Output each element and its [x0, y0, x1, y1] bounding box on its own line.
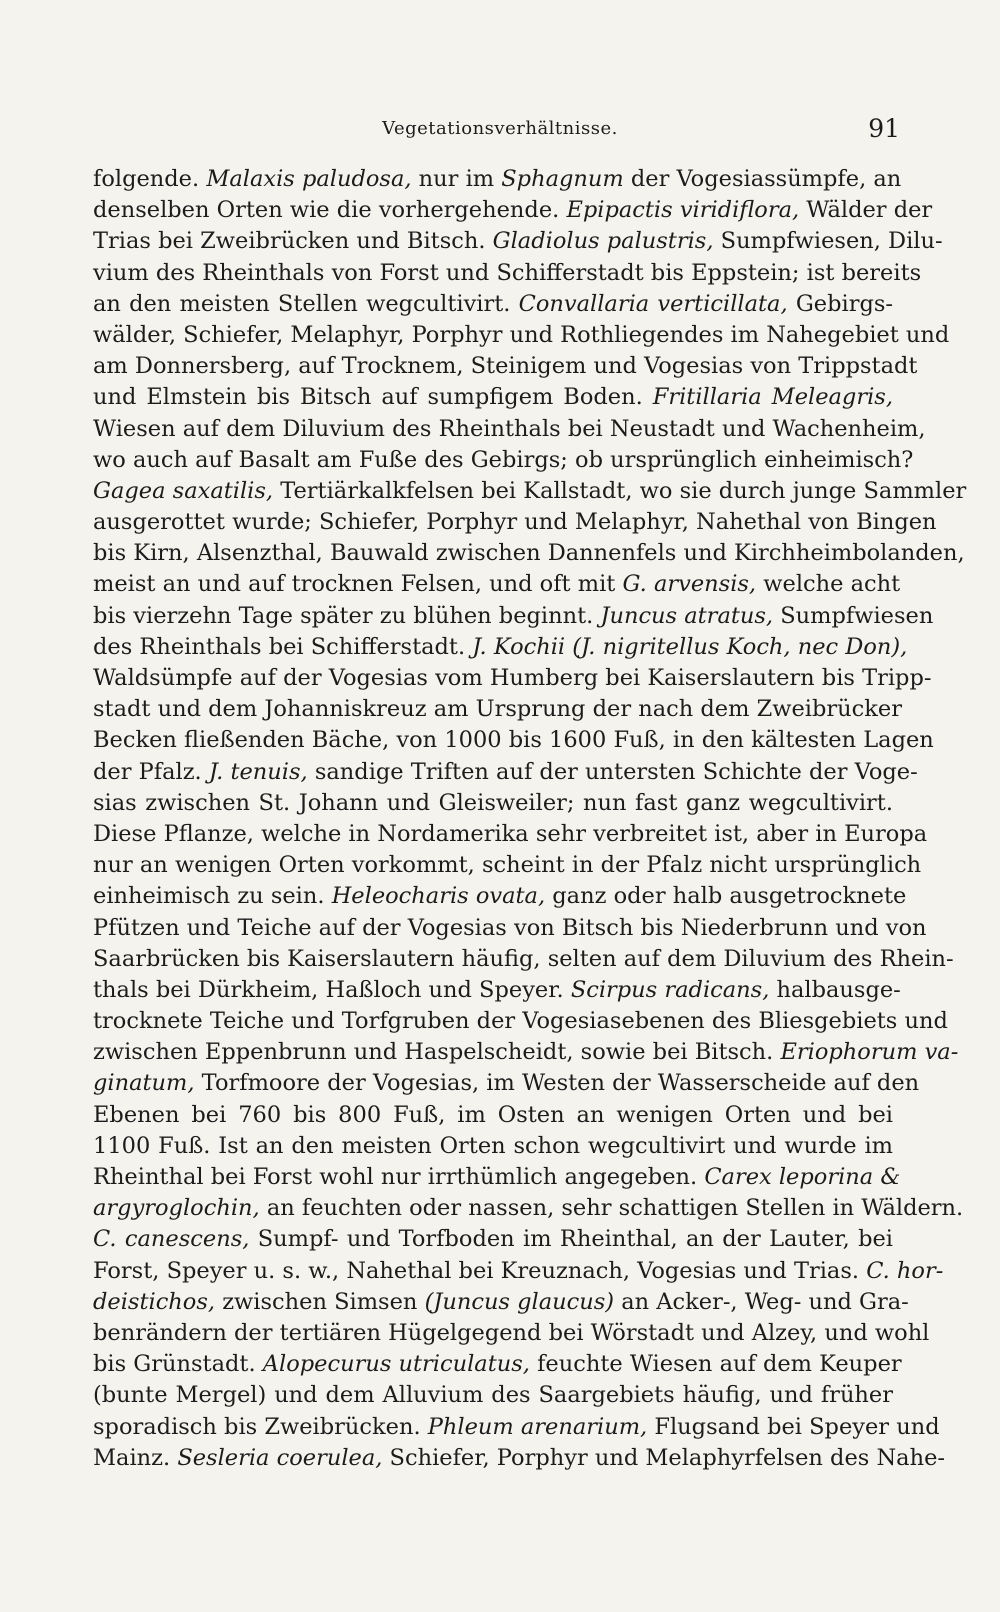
text-segment: Sumpf- und Torfboden im Rheinthal, an der Lauter, bei: [249, 1226, 893, 1253]
text-segment: zwischen Eppenbrunn und Haspelscheidt, sowie bei Bitsch.: [93, 1039, 781, 1066]
species-name: Sesleria coerulea,: [177, 1444, 383, 1471]
text-segment: benrändern der tertiären Hügelgegend bei Wörstadt und Alzey, und wohl: [93, 1319, 930, 1346]
text-line: [93, 975, 901, 1006]
species-name: Sphagnum: [501, 166, 624, 192]
text-line: [93, 1006, 948, 1037]
text-segment: Flugsand bei Speyer und: [647, 1413, 940, 1440]
species-name: G. arvensis,: [622, 571, 757, 598]
species-name: C. hor-: [866, 1257, 944, 1284]
text-line: [93, 1224, 893, 1255]
text-segment: Saarbrücken bis Kaiserslautern häufig, selten auf dem Diluvium des Rhein-: [93, 945, 954, 972]
species-name: Epipactis viridiflora,: [566, 197, 800, 224]
species-name: Phleum arenarium,: [427, 1413, 648, 1440]
text-line: [93, 414, 926, 445]
text-segment: trocknete Teiche und Torfgruben der Vogesiasebenen des Bliesgebiets und: [93, 1008, 948, 1035]
text-line: [93, 601, 934, 632]
text-segment: Sumpfwiesen: [773, 602, 934, 629]
species-name: C. canescens,: [93, 1226, 250, 1253]
running-head: Vegetationsverhältnisse.: [382, 118, 618, 139]
text-segment: sandige Triften auf der untersten Schichte der Voge-: [307, 758, 918, 785]
species-name: Fritillaria Meleagris,: [652, 384, 893, 411]
text-segment: vium des Rheinthals von Forst und Schifferstadt bis Eppstein; ist bereits: [93, 259, 922, 286]
species-name: (Juncus glaucus): [424, 1288, 615, 1315]
text-line: [93, 1380, 893, 1411]
species-name: Gagea saxatilis,: [93, 477, 274, 504]
text-segment: stadt und dem Johanniskreuz am Ursprung der nach dem Zweibrücker: [93, 696, 902, 723]
text-line: [93, 569, 901, 600]
species-name: J. Kochii (J. nigritellus Koch, nec Don),: [472, 633, 908, 660]
text-line: [93, 1256, 944, 1287]
text-segment: ausgerottet wurde; Schiefer, Porphyr und Melaphyr, Nahethal von Bingen: [93, 509, 937, 536]
text-line: [93, 1131, 893, 1162]
text-segment: wälder, Schiefer, Melaphyr, Porphyr und Rothliegendes im Nahegebiet und: [93, 321, 950, 348]
text-segment: thals bei Dürkheim, Haßloch und Speyer.: [93, 976, 571, 1003]
text-line: [93, 632, 908, 663]
text-segment: Schiefer, Porphyr und Melaphyrfelsen des Nahe-: [382, 1444, 945, 1471]
text-segment: Rheinthal bei Forst wohl nur irrthümlich angegeben.: [93, 1164, 705, 1190]
text-segment: wo auch auf Basalt am Fuße des Gebirgs; ob ursprünglich einheimisch?: [93, 446, 914, 473]
species-name: Convallaria verticillata,: [518, 290, 788, 317]
text-segment: Diese Pflanze, welche in Nordamerika sehr verbreitet ist, aber in Europa: [93, 820, 928, 847]
text-line: [93, 757, 918, 788]
text-segment: sporadisch bis Zweibrücken.: [93, 1413, 428, 1440]
text-segment: (bunte Mergel) und dem Alluvium des Saargebiets häufig, und früher: [93, 1382, 893, 1409]
text-line: [93, 320, 950, 351]
text-line: [93, 694, 902, 725]
text-segment: Forst, Speyer u. s. w., Nahethal bei Kreuznach, Vogesias und Trias.: [93, 1257, 867, 1284]
text-segment: Torfmoore der Vogesias, im Westen der Wasserscheide auf den: [194, 1070, 920, 1097]
text-line: [93, 788, 893, 819]
text-line: [93, 850, 922, 881]
text-segment: sias zwischen St. Johann und Gleisweiler; nun fast ganz wegcultivirt.: [93, 789, 893, 816]
text-segment: Sumpfwiesen, Dilu-: [713, 228, 943, 255]
text-segment: folgende.: [93, 166, 207, 192]
text-segment: Waldsümpfe auf der Vogesias vom Humberg bei Kaiserslautern bis Tripp-: [93, 665, 932, 691]
text-line: [93, 507, 937, 538]
text-line: [93, 1193, 964, 1224]
text-segment: 1100 Fuß. Ist an den meisten Orten schon wegcultivirt und wurde im: [93, 1132, 893, 1159]
text-segment: des Rheinthals bei Schifferstadt.: [93, 633, 473, 660]
text-segment: bis Kirn, Alsenzthal, Bauwald zwischen Dannenfels und Kirchheimbolanden,: [93, 540, 965, 567]
text-segment: und Elmstein bis Bitsch auf sumpfigem Boden.: [93, 384, 653, 411]
text-segment: ganz oder halb ausgetrocknete: [545, 883, 907, 910]
text-line: [93, 913, 927, 944]
text-line: [93, 1287, 909, 1318]
text-segment: an den meisten Stellen wegcultivirt.: [93, 290, 519, 317]
text-line: [93, 1100, 893, 1131]
text-segment: Pfützen und Teiche auf der Vogesias von Bitsch bis Niederbrunn und von: [93, 914, 927, 941]
text-line: [93, 663, 932, 694]
page-header: [0, 114, 1000, 148]
text-line: [93, 258, 922, 289]
text-segment: welche acht: [756, 571, 901, 598]
text-line: [93, 1349, 902, 1380]
text-line: [93, 1068, 920, 1099]
text-segment: der Vogesiassümpfe, an: [623, 166, 902, 192]
species-name: Heleocharis ovata,: [331, 883, 546, 910]
text-segment: Trias bei Zweibrücken und Bitsch.: [93, 228, 493, 255]
species-name: deistichos,: [93, 1288, 216, 1315]
text-segment: am Donnersberg, auf Trocknem, Steinigem und Vogesias von Trippstadt: [93, 353, 918, 380]
text-segment: Gebirgs-: [787, 290, 894, 317]
text-segment: halbausge-: [769, 976, 901, 1003]
text-line: [93, 164, 902, 195]
text-line: [93, 351, 918, 382]
text-line: [93, 1443, 945, 1474]
species-name: J. tenuis,: [208, 758, 308, 785]
text-segment: einheimisch zu sein.: [93, 883, 332, 910]
text-segment: feuchte Wiesen auf dem Keuper: [529, 1351, 902, 1378]
text-segment: meist an und auf trocknen Felsen, und oft mit: [93, 571, 623, 598]
text-line: [93, 226, 943, 257]
text-segment: Wiesen auf dem Diluvium des Rheinthals bei Neustadt und Wachenheim,: [93, 415, 926, 442]
text-line: [93, 881, 907, 912]
text-line: [93, 538, 965, 569]
text-segment: Wälder der: [799, 197, 933, 224]
text-segment: Mainz.: [93, 1444, 178, 1471]
species-name: Carex leporina &: [704, 1164, 901, 1190]
page-number: 91: [868, 114, 900, 143]
text-line: [93, 1412, 940, 1443]
species-name: Scirpus radicans,: [570, 976, 770, 1003]
species-name: Juncus atratus,: [600, 602, 774, 629]
text-line: [93, 819, 928, 850]
text-line: [93, 476, 967, 507]
text-segment: bis vierzehn Tage später zu blühen beginnt.: [93, 602, 601, 629]
species-name: argyroglochin,: [93, 1195, 260, 1222]
text-segment: nur im: [411, 166, 502, 192]
text-line: [93, 195, 933, 226]
species-name: Eriophorum va-: [780, 1039, 959, 1066]
text-line: [93, 289, 893, 320]
text-segment: Becken fließenden Bäche, von 1000 bis 1600 Fuß, in den kältesten Lagen: [93, 727, 934, 754]
species-name: ginatum,: [93, 1070, 195, 1097]
text-segment: zwischen Simsen: [215, 1288, 425, 1315]
text-segment: denselben Orten wie die vorhergehende.: [93, 197, 567, 224]
text-line: [93, 725, 934, 756]
body-text: [93, 164, 967, 1474]
text-line: [93, 1318, 930, 1349]
text-segment: Ebenen bei 760 bis 800 Fuß, im Osten an wenigen Orten und bei: [93, 1101, 893, 1128]
species-name: Malaxis paludosa,: [206, 166, 412, 192]
text-segment: Tertiärkalkfelsen bei Kallstadt, wo sie durch junge Sammler: [273, 477, 967, 504]
species-name: Alopecurus utriculatus,: [262, 1351, 530, 1378]
text-segment: bis Grünstadt.: [93, 1351, 263, 1378]
text-line: [93, 1037, 959, 1068]
text-segment: an feuchten oder nassen, sehr schattigen Stellen in Wäldern.: [259, 1195, 964, 1222]
text-line: [93, 1162, 901, 1193]
text-segment: nur an wenigen Orten vorkommt, scheint in der Pfalz nicht ursprünglich: [93, 852, 922, 879]
text-line: [93, 445, 914, 476]
text-line: [93, 382, 893, 413]
text-segment: der Pfalz.: [93, 758, 209, 785]
text-line: [93, 944, 954, 975]
text-segment: an Acker-, Weg- und Gra-: [614, 1288, 909, 1315]
species-name: Gladiolus palustris,: [492, 228, 714, 255]
